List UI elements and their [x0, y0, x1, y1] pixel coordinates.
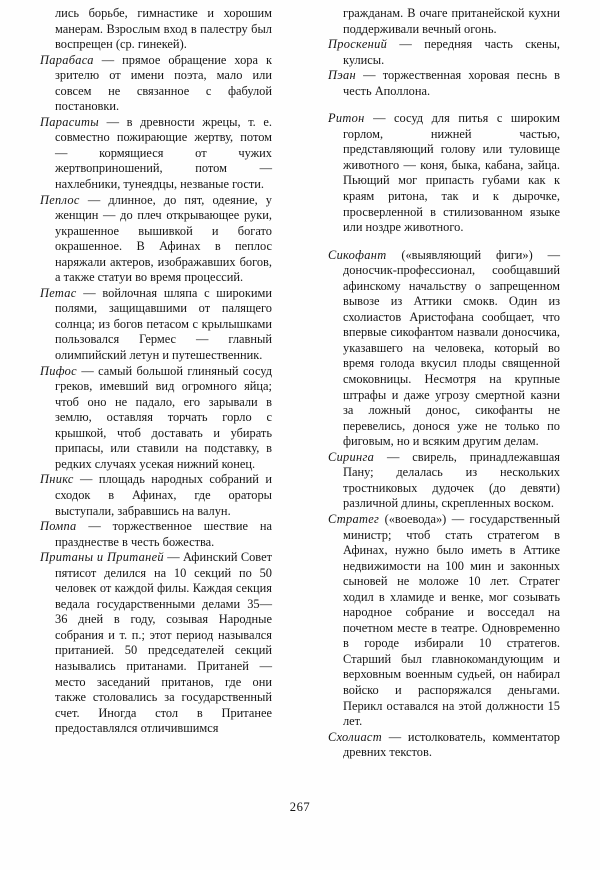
glossary-entry: [328, 68, 560, 99]
entry-definition: — самый большой глиняный сосуд греков, имевший вид огромного яйца; чтоб оно не падало, его зарывали в землю, оставляя торчать горло с крышкой, чтоб доставать и убирать припасы, или ставили на подставку, в редких случаях усекая нижний конец.: [55, 363, 272, 471]
entry-headword: Схолиаст: [328, 729, 382, 744]
entry-definition: — длинное, до пят, одеяние, у женщин — до плеч открывающее руки, украшенное вышивкой и богато окрашенное. В Афинах в пеплос наряжали актеров, изображавших богов, а также статуи во время процессий.: [55, 192, 272, 285]
entry-headword: Петас: [40, 285, 77, 300]
entry-headword: Параситы: [40, 114, 99, 129]
entry-headword: Ритон: [328, 111, 365, 126]
glossary-entry: [40, 472, 272, 519]
entry-definition: — прямое обращение хора к зрителю от имени поэта, мало или совсем не связанное с фабулой постановки.: [55, 52, 272, 114]
glossary-entry: [328, 111, 560, 235]
glossary-entry: [40, 519, 272, 550]
glossary-entry: [40, 286, 272, 364]
glossary-entry: [328, 730, 560, 761]
entry-headword: Стратег: [328, 511, 380, 526]
entry-definition: — истолкователь, комментатор древних текстов.: [343, 729, 560, 760]
glossary-entry: [40, 364, 272, 473]
text-columns: [40, 6, 560, 796]
paragraph-continuation: [328, 6, 560, 37]
entry-headword: Сиринга: [328, 449, 375, 464]
entry-headword: Помпа: [40, 519, 77, 534]
page-number: 267: [289, 800, 311, 814]
entry-definition: — свирель, принадлежавшая Пану; делалась из нескольких тростниковых дудочек (до девяти) различной длины, скрепленных воском.: [343, 449, 560, 511]
glossary-entry: [40, 115, 272, 193]
column-right: [328, 6, 560, 796]
entry-headword: Пеплос: [40, 192, 80, 207]
entry-definition: — в древности жрецы, т. е. совместно пожирающие жертву, потом — кормящиеся от чужих жертвоприношений, потом — нахлебники, тунеядцы, незваные гости.: [55, 114, 272, 192]
paragraph-continuation: [40, 6, 272, 53]
glossary-entry: [40, 193, 272, 286]
paragraph-text: лись борьбе, гимнастике и хорошим манерам. Взрослым вход в палестру был воспрещен (ср. гинекей).: [55, 6, 272, 52]
entry-headword: Пникс: [40, 472, 74, 487]
entry-headword: Пританы и Пританей: [40, 550, 164, 565]
entry-definition: — торжественное шествие на празднестве в честь божества.: [55, 519, 272, 549]
entry-headword: Парабаса: [40, 52, 94, 67]
paragraph-text: гражданам. В очаге пританейской кухни поддерживали вечный огонь.: [343, 6, 560, 36]
glossary-entry: [328, 512, 560, 730]
entry-definition: («воевода») — государственный министр; чтоб стать стратегом в Афинах, нужно было иметь в Аттике недвижимости на 100 мин и законных сыновей не моложе 10 лет. Стратег ходил в хламиде и венке, мог созывать народное собрание и восседал на почетном месте в театре. Одновременно в городе избирали 10 стратегов. Старший был главнокомандующим и верховным военным судьей, он набирал войско и распоряжался деньгами. Перикл оставался на этой должности 15 лет.: [343, 511, 560, 729]
glossary-entry: [328, 450, 560, 512]
entry-definition: — войлочная шляпа с широкими полями, защищавшими от палящего солнца; из богов петасом с крылышками пользовался Гермес — главный олимпийский летун и путешественник.: [55, 285, 272, 363]
glossary-entry: [328, 248, 560, 450]
entry-headword: Сикофант: [328, 247, 387, 262]
entry-definition: — Афинский Совет пятисот делился на 10 секций по 50 человек от каждой филы. Каждая секция ведала государственными делами 35—36 дней в году, созывая Народные собрания и т. п.; этот период назывался пританией. 50 председателей секций назывались пританами. Пританей — место заседаний пританов, где они также столовались за государственный счет. Иногда стол в Пританее предоставлялся отличившимся: [55, 550, 272, 736]
glossary-entry: [328, 37, 560, 68]
entry-headword: Пифос: [40, 363, 77, 378]
glossary-entry: [40, 53, 272, 115]
glossary-entry: [40, 550, 272, 737]
column-left: [40, 6, 272, 796]
entry-definition: — сосуд для питья с широким горлом, нижней частью, представляющий голову или туловище животного — коня, быка, кабана, зайца. Пьющий мог припасть губами как к краям ритона, так и к дырочке, просверленной в стилизованном языке или ноздре животного.: [343, 111, 560, 235]
entry-definition: — торжественная хоровая песнь в честь Аполлона.: [343, 68, 560, 98]
entry-definition: («выявляющий фиги») — доносчик-профессионал, сообщавший афинскому начальству о запрещенном вывозе из Аттики смокв. Один из схолиастов Аристофана сообщает, что впервые сикофантом назвали доносчика, указавшего на человека, который во время голода вкусил плоды священной смоковницы. Несмотря на крупные штрафы и даже угрозу смертной казни за ложный донос, сикофанты не перевелись, донося уже не только по фиговым, но и всяким другим делам.: [343, 247, 560, 449]
entry-definition: — передняя часть скены, кулисы.: [343, 37, 560, 67]
entry-definition: — площадь народных собраний и сходок в Афинах, где ораторы выступали, забравшись на валун.: [55, 472, 272, 518]
entry-headword: Проскений: [328, 37, 388, 52]
entry-headword: Пэан: [328, 68, 356, 83]
